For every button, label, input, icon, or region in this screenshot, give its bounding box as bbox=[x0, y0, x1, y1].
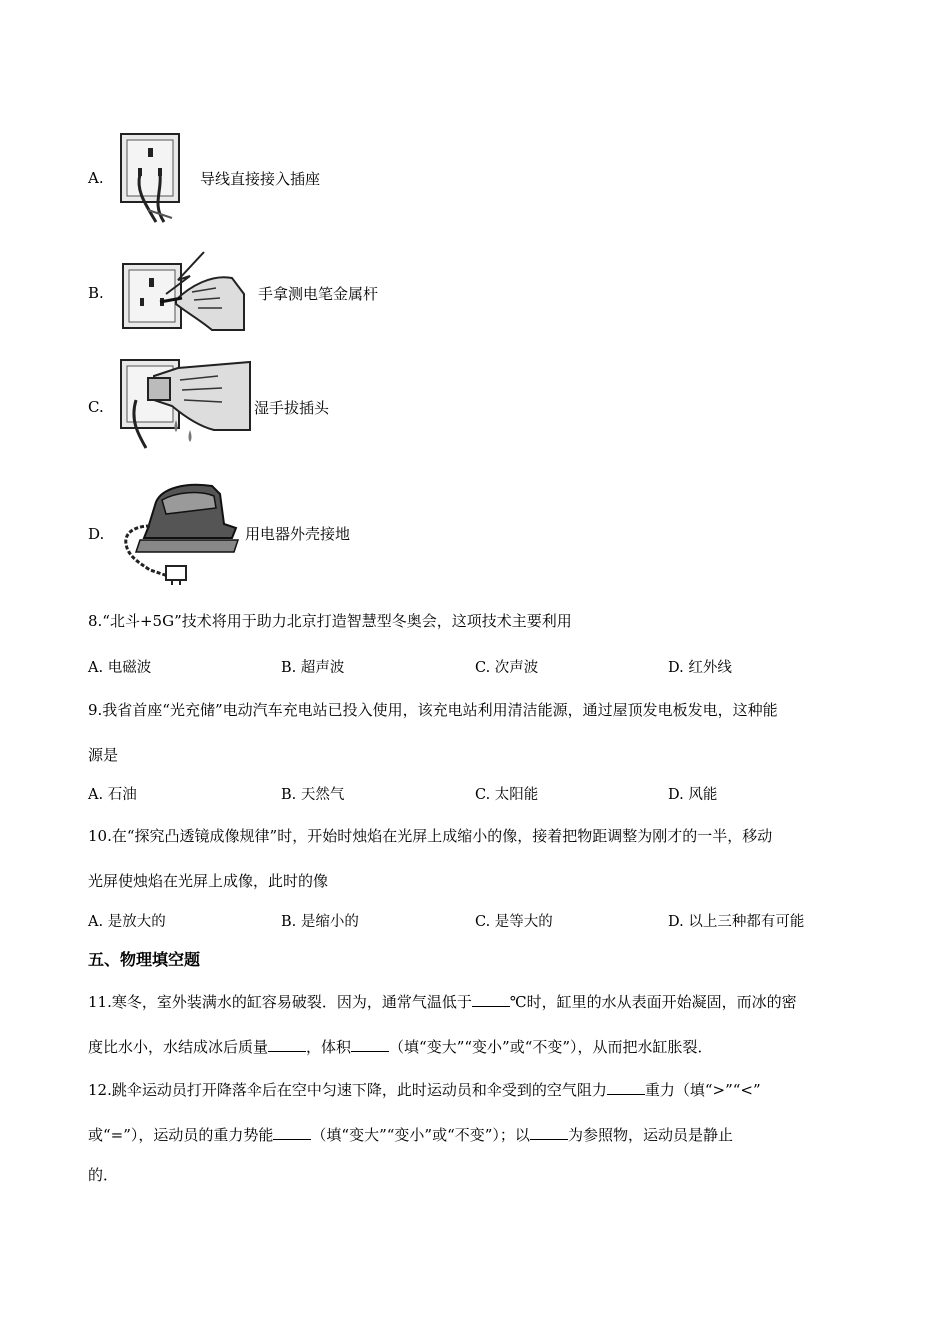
option-d-caption: 用电器外壳接地 bbox=[245, 525, 351, 543]
q11-text-2b: ，体积 bbox=[306, 1038, 352, 1056]
q8-choice-d: D. 红外线 bbox=[668, 660, 732, 676]
option-c-letter: C. bbox=[88, 398, 104, 416]
q12-text-1b: 重力（填“>”“<” bbox=[644, 1081, 761, 1099]
q10-choice-d: D. 以上三种都有可能 bbox=[668, 914, 805, 930]
q12-blank-3 bbox=[530, 1125, 568, 1140]
q11-text-2c: （填“变大”“变小”或“不变”），从而把水缸胀裂． bbox=[389, 1038, 713, 1056]
q12-text-1a: 12.跳伞运动员打开降落伞后在空中匀速下降，此时运动员和伞受到的空气阻力 bbox=[88, 1081, 607, 1099]
q11-text-1a: 11.寒冬，室外装满水的缸容易破裂．因为，通常气温低于 bbox=[88, 993, 472, 1011]
q11-blank-2 bbox=[268, 1037, 306, 1052]
option-b-caption: 手拿测电笔金属杆 bbox=[258, 285, 379, 303]
q10-text-line1: 10.在“探究凸透镜成像规律”时，开始时烛焰在光屏上成缩小的像，接着把物距调整为刚才的一半，移动 bbox=[88, 827, 773, 845]
q9-text-line2: 源是 bbox=[88, 746, 119, 764]
q11-text-1b: ℃时，缸里的水从表面开始凝固，而冰的密 bbox=[509, 993, 797, 1011]
option-d-letter: D. bbox=[88, 525, 105, 543]
option-a-caption: 导线直接接入插座 bbox=[200, 170, 321, 188]
q10-choice-c: C. 是等大的 bbox=[475, 914, 553, 930]
q12-text-2a: 或“=”），运动员的重力势能 bbox=[88, 1126, 274, 1144]
q11-line1 bbox=[88, 992, 868, 1012]
socket-wire-illustration bbox=[118, 130, 188, 225]
q9-choice-c: C. 太阳能 bbox=[475, 787, 539, 803]
q8-choice-a: A. 电磁波 bbox=[88, 660, 152, 676]
option-c-caption: 湿手拔插头 bbox=[254, 399, 330, 417]
iron-ground-illustration bbox=[116, 478, 244, 586]
q12-text-2b: （填“变大”“变小”或“不变”）；以 bbox=[311, 1126, 530, 1144]
q12-blank-1 bbox=[607, 1080, 645, 1095]
wet-hand-plug-illustration bbox=[118, 350, 254, 450]
q9-choice-d: D. 风能 bbox=[668, 787, 718, 803]
q8-choice-c: C. 次声波 bbox=[475, 660, 539, 676]
q10-choice-b: B. 是缩小的 bbox=[281, 914, 359, 930]
q9-choice-b: B. 天然气 bbox=[281, 787, 345, 803]
q12-line3: 的． bbox=[88, 1166, 119, 1184]
q9-choice-a: A. 石油 bbox=[88, 787, 137, 803]
q12-blank-2 bbox=[273, 1125, 311, 1140]
q11-blank-3 bbox=[351, 1037, 389, 1052]
section-title: 五、物理填空题 bbox=[88, 950, 201, 969]
q10-text-line2: 光屏使烛焰在光屏上成像，此时的像 bbox=[88, 872, 329, 890]
q8-choice-b: B. 超声波 bbox=[281, 660, 345, 676]
test-pen-illustration bbox=[120, 246, 248, 332]
option-a-letter: A. bbox=[88, 169, 104, 187]
q10-choice-a: A. 是放大的 bbox=[88, 914, 166, 930]
q12-line2 bbox=[88, 1125, 868, 1145]
q12-line1 bbox=[88, 1080, 868, 1100]
q8-text: 8.“北斗+5G”技术将用于助力北京打造智慧型冬奥会，这项技术主要利用 bbox=[88, 612, 572, 630]
q11-blank-1 bbox=[472, 992, 510, 1007]
q9-text-line1: 9.我省首座“光充储”电动汽车充电站已投入使用，该充电站利用清洁能源，通过屋顶发电板发电，这种能 bbox=[88, 701, 778, 719]
q12-text-2c: 为参照物，运动员是静止 bbox=[567, 1126, 733, 1144]
q11-text-2a: 度比水小，水结成冰后质量 bbox=[88, 1038, 269, 1056]
q11-line2 bbox=[88, 1037, 868, 1057]
option-b-letter: B. bbox=[88, 284, 104, 302]
